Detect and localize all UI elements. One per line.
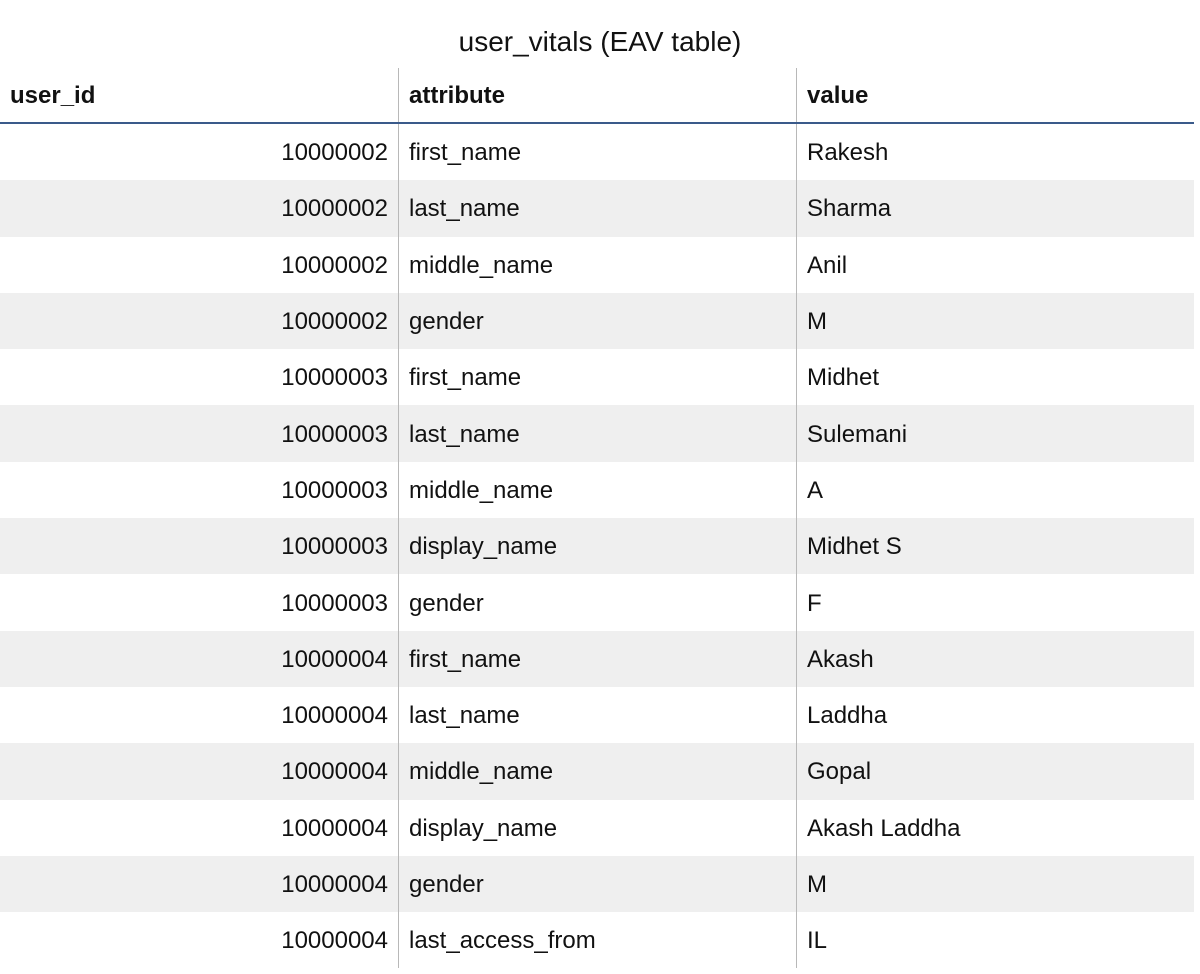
user-id-cell: 10000002	[281, 195, 388, 223]
value-cell: M	[796, 856, 1194, 912]
user-id-cell: 10000003	[281, 589, 388, 617]
table-header	[0, 68, 1194, 124]
value-cell: Akash	[796, 631, 1194, 687]
table-row[interactable]	[0, 518, 1194, 574]
attribute-cell: display_name	[398, 518, 796, 574]
table-body	[0, 124, 1194, 968]
value-cell: Akash Laddha	[796, 800, 1194, 856]
column-header-user-id[interactable]: user_id	[10, 82, 96, 109]
table-row[interactable]	[0, 631, 1194, 687]
attribute-cell: last_name	[398, 687, 796, 743]
table-row[interactable]	[0, 856, 1194, 912]
user-id-cell: 10000003	[281, 533, 388, 561]
user-id-cell: 10000004	[281, 871, 388, 898]
attribute-cell: gender	[398, 574, 796, 630]
user-id-cell: 10000004	[281, 758, 388, 786]
value-cell: Sharma	[796, 180, 1194, 236]
attribute-cell: gender	[398, 856, 796, 912]
attribute-cell: last_access_from	[398, 912, 796, 968]
value-cell: A	[796, 462, 1194, 518]
attribute-cell: middle_name	[398, 743, 796, 799]
value-cell: Laddha	[796, 687, 1194, 743]
table-row[interactable]	[0, 405, 1194, 461]
user-id-cell: 10000004	[281, 927, 388, 955]
column-header-attribute[interactable]: attribute	[398, 68, 796, 122]
value-cell: Rakesh	[796, 124, 1194, 180]
user-id-cell: 10000002	[281, 251, 388, 279]
user-id-cell: 10000003	[281, 420, 388, 448]
attribute-cell: first_name	[398, 124, 796, 180]
attribute-cell: last_name	[398, 405, 796, 461]
eav-table	[0, 68, 1194, 968]
table-row[interactable]	[0, 687, 1194, 743]
attribute-cell: last_name	[398, 180, 796, 236]
value-cell: Midhet	[796, 349, 1194, 405]
table-row[interactable]	[0, 462, 1194, 518]
table-row[interactable]	[0, 743, 1194, 799]
value-cell: Gopal	[796, 743, 1194, 799]
user-id-cell: 10000004	[281, 814, 388, 842]
attribute-cell: middle_name	[398, 237, 796, 293]
table-row[interactable]	[0, 574, 1194, 630]
attribute-cell: middle_name	[398, 462, 796, 518]
table-row[interactable]	[0, 912, 1194, 968]
table-title: user_vitals (EAV table)	[458, 26, 742, 57]
user-id-cell: 10000004	[281, 702, 388, 730]
value-cell: Anil	[796, 237, 1194, 293]
user-id-cell: 10000003	[281, 364, 388, 392]
value-cell: Midhet S	[796, 518, 1194, 574]
value-cell: M	[796, 293, 1194, 349]
table-row[interactable]	[0, 349, 1194, 405]
value-cell: Sulemani	[796, 405, 1194, 461]
attribute-cell: first_name	[398, 349, 796, 405]
table-row[interactable]	[0, 237, 1194, 293]
table-row[interactable]	[0, 293, 1194, 349]
user-id-cell: 10000002	[281, 139, 388, 167]
attribute-cell: display_name	[398, 800, 796, 856]
value-cell: F	[796, 574, 1194, 630]
user-id-cell: 10000002	[281, 308, 388, 336]
value-cell: IL	[796, 912, 1194, 968]
column-header-value[interactable]: value	[796, 68, 1194, 122]
attribute-cell: gender	[398, 293, 796, 349]
table-row[interactable]	[0, 124, 1194, 180]
attribute-cell: first_name	[398, 631, 796, 687]
user-id-cell: 10000003	[281, 476, 388, 504]
table-row[interactable]	[0, 800, 1194, 856]
user-id-cell: 10000004	[281, 645, 388, 673]
table-row[interactable]	[0, 180, 1194, 236]
